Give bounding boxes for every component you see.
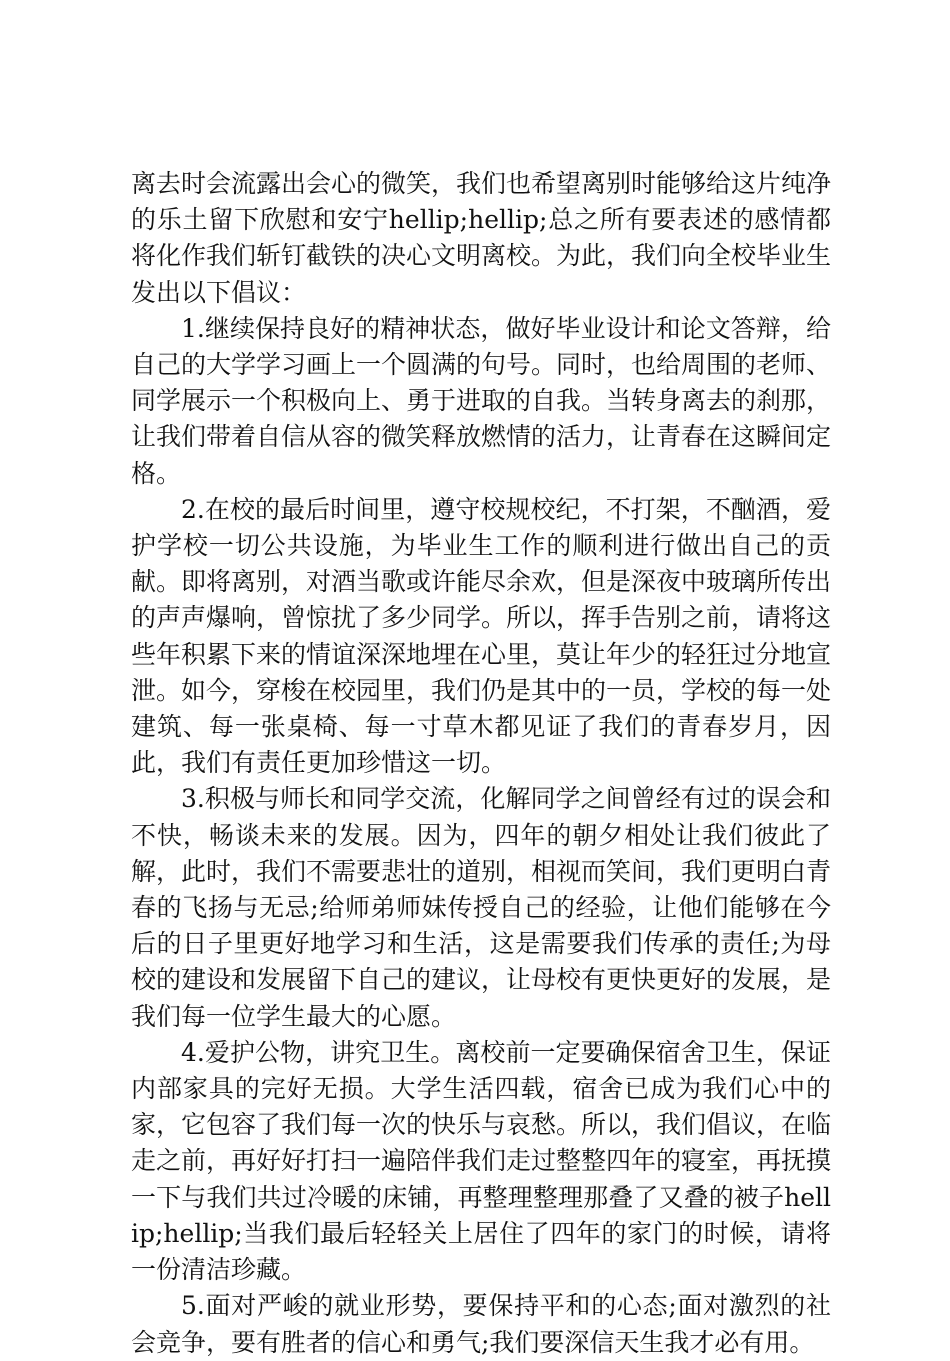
paragraph-item-3: 3.积极与师长和同学交流，化解同学之间曾经有过的误会和不快，畅谈未来的发展。因为，四年的朝夕相处让我们彼此了解，此时，我们不需要悲壮的道别，相视而笑间，我们更明白青春的飞扬与无忌;给师弟师妹传授自己的经验，让他们能够在今后的日子里更好地学习和生活，这是需要我们传承的责任;为母校的建设和发展留下自己的建议，让母校有更快更好的发展，是我们每一位学生最大的心愿。	[131, 784, 832, 1031]
document-body	[131, 166, 831, 1361]
paragraph-item-2: 2.在校的最后时间里，遵守校规校纪，不打架，不酗酒，爱护学校一切公共设施，为毕业生工作的顺利进行做出自己的贡献。即将离别，对酒当歌或许能尽余欢，但是深夜中玻璃所传出的声声爆响，曾惊扰了多少同学。所以，挥手告别之前，请将这些年积累下来的情谊深深地埋在心里，莫让年少的轻狂过分地宣泄。如今，穿梭在校园里，我们仍是其中的一员，学校的每一处建筑、每一张桌椅、每一寸草木都见证了我们的青春岁月，因此，我们有责任更加珍惜这一切。	[131, 494, 832, 778]
paragraph-item-4: 4.爱护公物，讲究卫生。离校前一定要确保宿舍卫生，保证内部家具的完好无损。大学生活四载，宿舍已成为我们心中的家，它包容了我们每一次的快乐与哀愁。所以，我们倡议，在临走之前，再好好打扫一遍陪伴我们走过整整四年的寝室，再抚摸一下与我们共过冷暖的床铺，再整理整理那叠了又叠的被子hellip;hellip;当我们最后轻轻关上居住了四年的家门的时候，请将一份清洁珍藏。	[131, 1037, 832, 1285]
paragraph-item-1: 1.继续保持良好的精神状态，做好毕业设计和论文答辩，给自己的大学学习画上一个圆满的句号。同时，也给周围的老师、同学展示一个积极向上、勇于进取的自我。当转身离去的刹那，让我们带着自信从容的微笑释放燃情的活力，让青春在这瞬间定格。	[131, 313, 832, 488]
paragraph-intro: 离去时会流露出会心的微笑，我们也希望离别时能够给这片纯净的乐土留下欣慰和安宁hellip;hellip;总之所有要表述的感情都将化作我们斩钉截铁的决心文明离校。为此，我们向全校毕业生发出以下倡议：	[131, 169, 832, 307]
paragraph-item-5: 5.面对严峻的就业形势，要保持平和的心态;面对激烈的社会竞争，要有胜者的信心和勇气;我们要深信天生我才必有用。	[131, 1291, 831, 1357]
